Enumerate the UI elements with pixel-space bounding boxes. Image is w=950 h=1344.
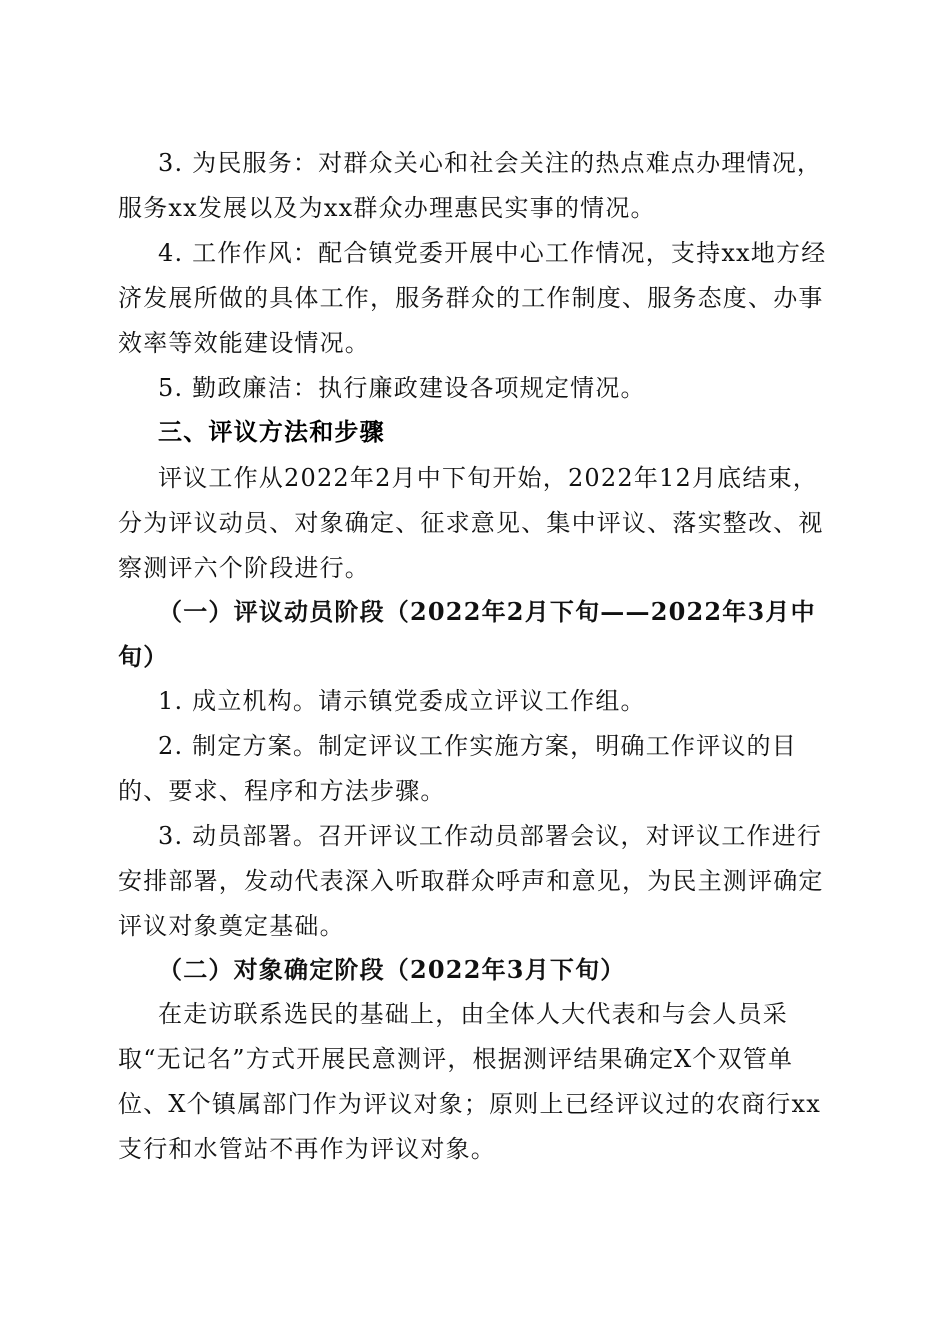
item-3-service: 3. 为民服务：对群众关心和社会关注的热点难点办理情况，服务xx发展以及为xx群众办理惠民实事的情况。 bbox=[118, 149, 823, 222]
section-3-intro: 评议工作从2022年2月中下旬开始，2022年12月底结束，分为评议动员、对象确定、征求意见、集中评议、落实整改、视察测评六个阶段进行。 bbox=[118, 464, 824, 582]
item-5-integrity: 5. 勤政廉洁：执行廉政建设各项规定情况。 bbox=[158, 374, 646, 402]
stage-1-item-3: 3. 动员部署。召开评议工作动员部署会议，对评议工作进行安排部署，发动代表深入听取群众呼声和意见，为民主测评确定评议对象奠定基础。 bbox=[118, 822, 824, 940]
stage-1-item-1: 1. 成立机构。请示镇党委成立评议工作组。 bbox=[158, 687, 646, 715]
stage-1-item-2: 2. 制定方案。制定评议工作实施方案，明确工作评议的目的、要求、程序和方法步骤。 bbox=[118, 732, 797, 805]
stage-1-heading: （一）评议动员阶段（2022年2月下旬——2022年3月中旬） bbox=[118, 597, 816, 671]
item-4-work-style: 4. 工作作风：配合镇党委开展中心工作情况，支持xx地方经济发展所做的具体工作，服务群众的工作制度、服务态度、办事效率等效能建设情况。 bbox=[118, 239, 827, 357]
stage-2-heading: （二）对象确定阶段（2022年3月下旬） bbox=[158, 955, 626, 984]
stage-2-text: 在走访联系选民的基础上，由全体人大代表和与会人员采取“无记名”方式开展民意测评，根据测评结果确定X个双管单位、X个镇属部门作为评议对象；原则上已经评议过的农商行xx支行和水管站不再作为评议对象。 bbox=[118, 1000, 821, 1163]
section-3-heading: 三、评议方法和步骤 bbox=[158, 418, 385, 446]
